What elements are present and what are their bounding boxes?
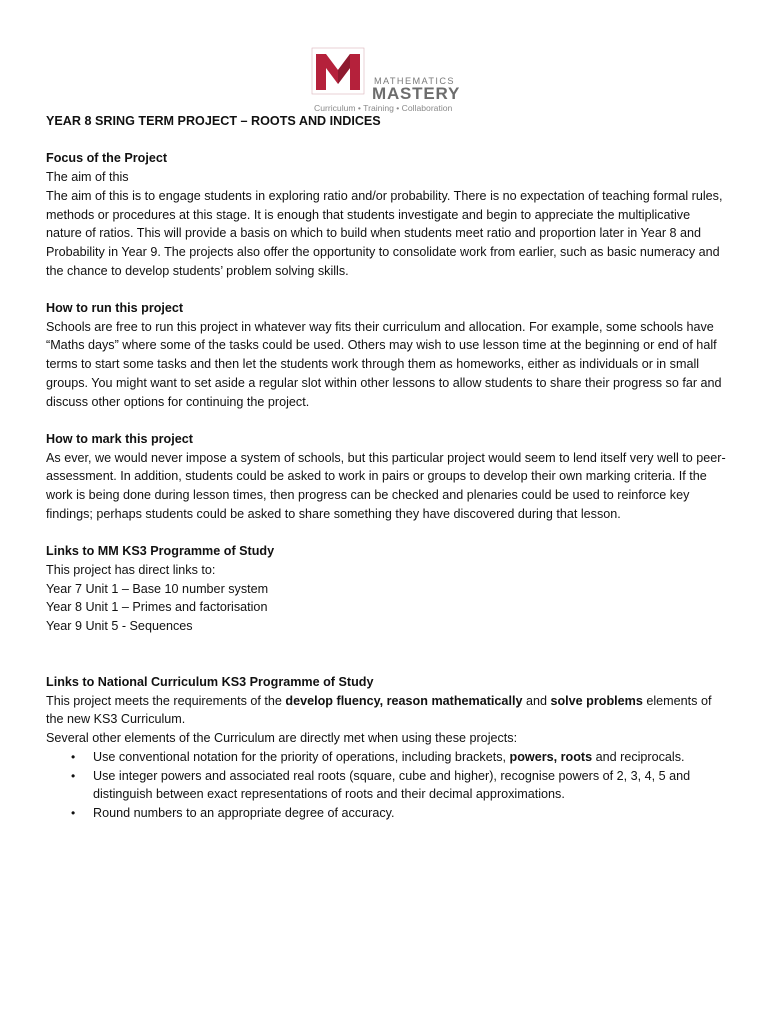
mm-link-item: Year 7 Unit 1 – Base 10 number system: [46, 581, 269, 596]
mm-links-heading: Links to MM KS3 Programme of Study: [46, 544, 275, 559]
nc-several-line: Several other elements of the Curriculum are directly met when using these projects:: [46, 731, 518, 746]
focus-heading: Focus of the Project: [46, 151, 168, 166]
nc-meets-mid: and: [522, 693, 551, 708]
focus-line: The aim of this: [46, 170, 129, 185]
mark-paragraph: As ever, we would never impose a system of schools, but this particular project would seem to lend itself very well to peer-assessment. In addition, students could be asked to work in pairs or groups to develop their own marking criteria. If the work is being done during lesson times, then progress can be checked and plenaries could be used to reinforce key findings; perhaps students could be asked to share something they have discovered during that lesson.: [46, 450, 726, 521]
nc-bullet-item: [71, 804, 728, 823]
document-body: [46, 112, 728, 823]
mm-links-intro: This project has direct links to:: [46, 562, 216, 577]
nc-bullet-item: [71, 748, 728, 767]
nc-bullet-item: [71, 767, 728, 804]
focus-paragraph: The aim of this is to engage students in exploring ratio and/or probability. There is no expectation of teaching formal rules, methods or procedures at this stage. It is enough that students investigate and begin to appreciate the multiplicative nature of ratios. This will provide a basis on which to build when students meet ratio and proportion later in Year 8 and Probability in Year 9. The projects also offer the opportunity to consolidate work from earlier, such as basic numeracy and the chance to develop students’ problem solving skills.: [46, 188, 723, 278]
mark-heading: How to mark this project: [46, 431, 193, 446]
mm-link-item: Year 8 Unit 1 – Primes and factorisation: [46, 600, 268, 615]
run-heading: How to run this project: [46, 301, 184, 315]
nc-meets-prefix: This project meets the requirements of the: [46, 693, 286, 708]
nc-bullet-1-suffix: and reciprocals.: [592, 749, 685, 764]
mathematics-mastery-logo: [308, 46, 461, 116]
mm-link-item: Year 9 Unit 5 - Sequences: [46, 618, 193, 633]
nc-meets-paragraph: [46, 692, 728, 729]
nc-meets-suffix: elements of the new KS3 Curriculum.: [46, 693, 712, 727]
nc-meets-bold-1: develop fluency, reason mathematically: [285, 693, 523, 708]
nc-bullet-1-prefix: Use conventional notation for the priority of operations, including brackets,: [93, 749, 510, 764]
run-paragraph: Schools are free to run this project in whatever way fits their curriculum and allocation. For example, some schools have “Maths days” where some of the tasks could be used. Others may wish to use lesson time at the beginning or end of half terms to start some tasks and then let the students work through them as homeworks, either as individuals or in small groups. You might want to set aside a regular slot within other lessons to allow students to share their progress so far and discuss other options for continuing the project.: [46, 319, 722, 409]
nc-bullet-list: [46, 748, 728, 823]
logo-brand-small: MATHEMATICS: [374, 76, 455, 86]
nc-links-heading: Links to National Curriculum KS3 Programme of Study: [46, 675, 374, 690]
nc-bullet-3-text: Round numbers to an appropriate degree of accuracy.: [93, 805, 395, 820]
bullet-icon: •: [71, 805, 76, 820]
document-title: YEAR 8 SRING TERM PROJECT – ROOTS AND INDICES: [46, 114, 381, 128]
bullet-icon: •: [71, 749, 76, 764]
mm-logo-icon: [308, 46, 370, 98]
logo-brand-big: MASTERY: [372, 84, 461, 103]
nc-meets-bold-2: solve problems: [550, 693, 643, 708]
nc-bullet-2-text: Use integer powers and associated real roots (square, cube and higher), recognise powers of 2, 3, 4, 5 and distinguish between exact representations of roots and their decimal approximations.: [93, 768, 691, 802]
nc-bullet-1-bold: powers, roots: [509, 749, 593, 764]
logo-tagline: Curriculum • Training • Collaboration: [314, 103, 453, 113]
bullet-icon: •: [71, 768, 76, 783]
